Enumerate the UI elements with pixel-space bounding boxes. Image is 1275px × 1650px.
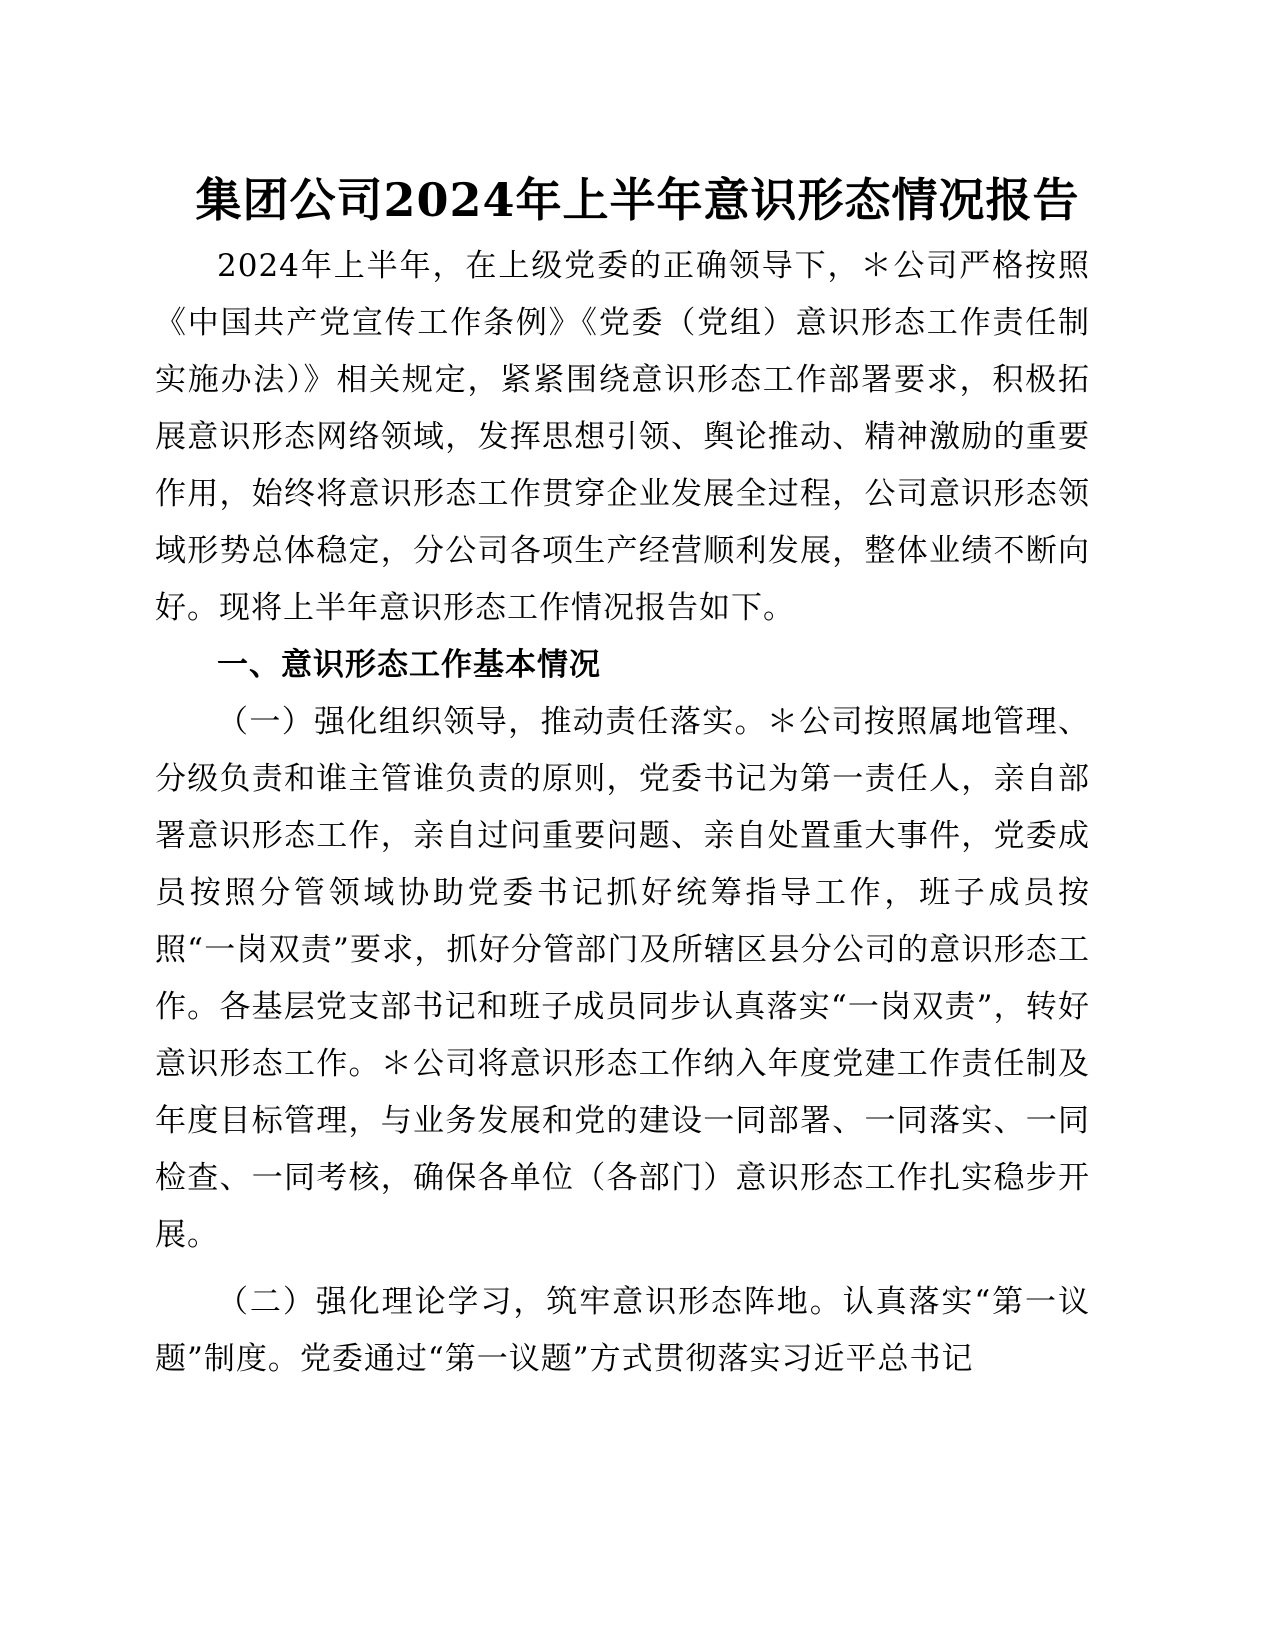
document-body <box>155 238 1090 1388</box>
paragraph-theory-study: （二）强化理论学习，筑牢意识形态阵地。认真落实“第一议题”制度。党委通过“第一议题”方式贯彻落实习近平总书记 <box>155 1284 1090 1377</box>
paragraph-organization: （一）强化组织领导，推动责任落实。＊公司按照属地管理、分级负责和谁主管谁负责的原则，党委书记为第一责任人，亲自部署意识形态工作，亲自过问重要问题、亲自处置重大事件，党委成员按照分管领域协助党委书记抓好统筹指导工作，班子成员按照“一岗双责”要求，抓好分管部门及所辖区县分公司的意识形态工作。各基层党支部书记和班子成员同步认真落实“一岗双责”，转好意识形态工作。＊公司将意识形态工作纳入年度党建工作责任制及年度目标管理，与业务发展和党的建设一同部署、一同落实、一同检查、一同考核，确保各单位（各部门）意识形态工作扎实稳步开展。 <box>155 704 1090 1253</box>
intro-paragraph: 2024年上半年，在上级党委的正确领导下，＊公司严格按照《中国共产党宣传工作条例》《党委（党组）意识形态工作责任制实施办法）》相关规定，紧紧围绕意识形态工作部署要求，积极拓展意识形态网络领域，发挥思想引领、舆论推动、精神激励的重要作用，始终将意识形态工作贯穿企业发展全过程，公司意识形态领域形势总体稳定，分公司各项生产经营顺利发展，整体业绩不断向好。现将上半年意识形态工作情况报告如下。 <box>155 248 1090 626</box>
document-title: 集团公司2024年上半年意识形态情况报告 <box>195 173 1080 227</box>
section-heading: 一、意识形态工作基本情况 <box>217 647 601 683</box>
